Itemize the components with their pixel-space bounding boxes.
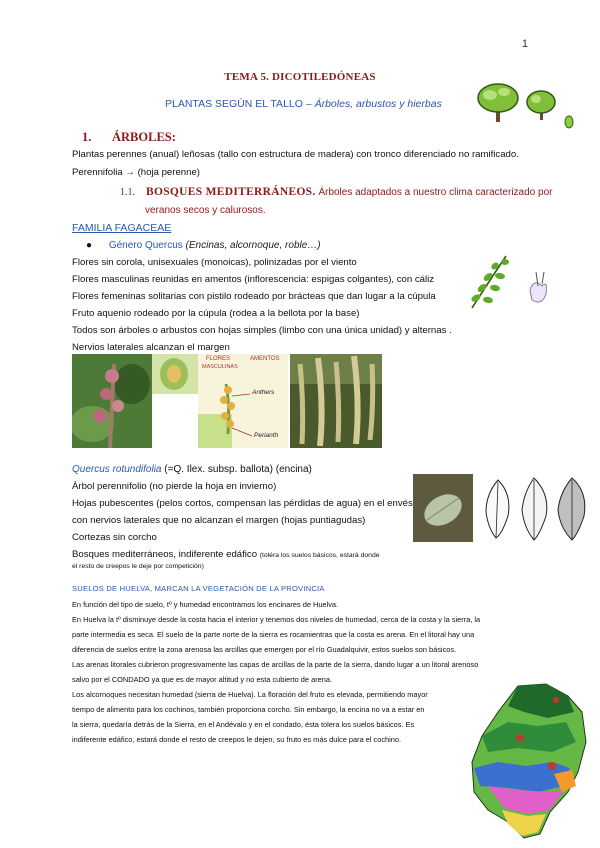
subtitle-main: PLANTAS SEGÚN EL TALLO –: [165, 98, 312, 110]
section-1-1-number: 1.1.: [120, 187, 135, 198]
genus-line-2: Flores masculinas reunidas en amentos (inflorescencia: espigas colgantes), con cáliz: [72, 274, 435, 285]
genus-line-5: Todos son árboles o arbustos con hojas simples (limbo con una única unidad) y alternas .: [72, 325, 452, 336]
genus-label: Género Quercus: [108, 240, 183, 251]
species-line-1: Árbol perennifolio (no pierde la hoja en invierno): [72, 481, 277, 492]
map-marker-icon: [516, 734, 524, 742]
section-1-line-2: Perennifolia → (hoja perenne): [72, 167, 200, 178]
page-number: 1: [521, 38, 528, 50]
photo-catkins: [290, 354, 382, 448]
genus-bullet: [86, 240, 321, 251]
species-heading: [72, 464, 312, 475]
family-heading: FAMILIA FAGACEAE: [72, 222, 172, 234]
species-synonym: (=Q. Ilex. subsp. ballota): [164, 464, 273, 475]
species-last-main: Bosques mediterráneos, indiferente edáfico: [72, 549, 258, 560]
genus-line-6: Nervios laterales alcanzan el margen: [72, 342, 230, 353]
photo-female-flowers: [72, 354, 152, 448]
soils-line-2: En Huelva la tº disminuye desde la costa hacia el interior y tenemos dos niveles de humedad, cerca de la costa y la sierra, la: [72, 615, 481, 624]
section-1-line-1: Plantas perennes (anual) leñosas (tallo con estructura de madera) con tronco diferenciado no ramificado.: [72, 149, 519, 160]
section-1-1-desc-1: Árboles adaptados a nuestro clima caracterizado por: [318, 187, 553, 198]
flower-diagram: [198, 354, 288, 448]
photo-encina-leaf: [413, 474, 473, 542]
leaf-sketches: [478, 472, 588, 544]
genus-line-1: Flores sin corola, unisexuales (monoicas), polinizadas por el viento: [72, 257, 357, 268]
leaf-sketch-2-icon: [522, 478, 547, 540]
catkins-image: [290, 354, 382, 448]
bullet-dot-icon: ●: [86, 240, 93, 251]
subtitle: [165, 98, 442, 110]
map-marker-icon: [553, 697, 559, 703]
huelva-vegetation-map: [468, 682, 590, 842]
soils-line-4: diferencia de suelos entre la zona arenosa las arcillas que emergen por el río Guadalquivir, estos suelos son básicos.: [72, 645, 457, 654]
encina-leaf-image: [413, 474, 473, 542]
soils-line-3: parte intermedia es seca. El suelo de la parte norte de la sierra es rocamientras que la costa es arena. En el litoral hay una: [72, 630, 475, 639]
soils-line-10: indiferente edáfico, estará donde el resto de creepos le dejen, su fruto es más dulce para el cochino.: [72, 735, 402, 744]
section-1-heading: [82, 130, 176, 145]
label-perianth: Perianth: [254, 432, 279, 439]
genus-line-4: Fruto aquenio rodeado por la cúpula (rodea a la bellota por la base): [72, 308, 360, 319]
tree-large-icon: [478, 84, 518, 122]
leaf-drawings: [462, 250, 572, 315]
soils-heading: SUELOS DE HUELVA, MARCAN LA VEGETACIÓN DE LA PROVINCIA: [72, 584, 325, 593]
label-amentos: AMENTOS: [250, 356, 280, 362]
species-last-small-1: (toléra los suelos básicos, estará donde: [259, 552, 380, 559]
compound-leaf-icon: [470, 256, 509, 308]
sprout-icon: [565, 116, 573, 128]
species-last-small-2: el resto de creepos le deje por competición): [72, 563, 204, 570]
genus-line-3: Flores femeninas solitarias con pistilo rodeado por brácteas que dan lugar a la cúpula: [72, 291, 436, 302]
label-flores: FLORES: [206, 356, 231, 362]
soils-line-5: Las arenas litorales cubrieron progresivamente las capas de arcillas de la parte de la sierra, dando lugar a un litoral arenoso: [72, 660, 479, 669]
female-flowers-image: [72, 354, 152, 448]
tree-medium-icon: [527, 91, 555, 120]
species-line-4: Cortezas sin corcho: [72, 532, 157, 543]
species-common: (encina): [275, 464, 312, 475]
species-line-3: con nervios laterales que no alcanzan el margen (hojas puntiagudas): [72, 515, 366, 526]
leaf-sketch-3-icon: [558, 478, 585, 540]
label-masculinas: MASCULINAS: [202, 364, 238, 370]
section-1-1-title: BOSQUES MEDITERRÁNEOS.: [146, 186, 316, 198]
genus-italic: (Encinas, alcornoque, roble…): [185, 240, 321, 251]
photo-catkin-detail: [152, 354, 198, 394]
catkin-detail-image: [152, 354, 198, 394]
section-1-title: ÁRBOLES:: [112, 130, 176, 144]
soils-line-7: Los alcornoques necesitan humedad (sierra de Huelva). La floración del fruto es elevada, permitiendo mayor: [72, 690, 428, 699]
trees-illustration: [470, 78, 580, 138]
species-name: Quercus rotundifolia: [72, 464, 162, 475]
leaf-sketch-1-icon: [486, 480, 509, 538]
map-marker-icon: [548, 762, 556, 770]
soils-line-1: En función del tipo de suelo, tº y humedad encontramos los encinares de Huelva.: [72, 600, 339, 609]
section-1-1-heading: [120, 186, 552, 198]
subtitle-italic: Árboles, arbustos y hierbas: [314, 98, 442, 110]
label-anthers: Anthers: [252, 389, 275, 396]
flower-sketch-icon: [530, 272, 547, 302]
document-title: TEMA 5. DICOTILEDÓNEAS: [224, 71, 376, 83]
soils-line-6: salvo por el CONDADO ya que es de mayor altitud y no esta cubierto de arena.: [72, 675, 333, 684]
soils-line-9: la sierra, quedaría detrás de la Sierra, en el Andévalo y en el condado, ésta tolera los suelos básicos. Es: [72, 720, 415, 729]
species-line-2: Hojas pubescentes (pelos cortos, compensan las pérdidas de agua) en el envés: [72, 498, 413, 509]
section-1-number: 1.: [82, 130, 92, 144]
soils-line-8: tiempo de alimento para los cochinos, también proporciona corcho. Sin embargo, la encina no va a estar en: [72, 705, 425, 714]
section-1-1-desc-2: veranos secos y calurosos.: [145, 205, 266, 216]
